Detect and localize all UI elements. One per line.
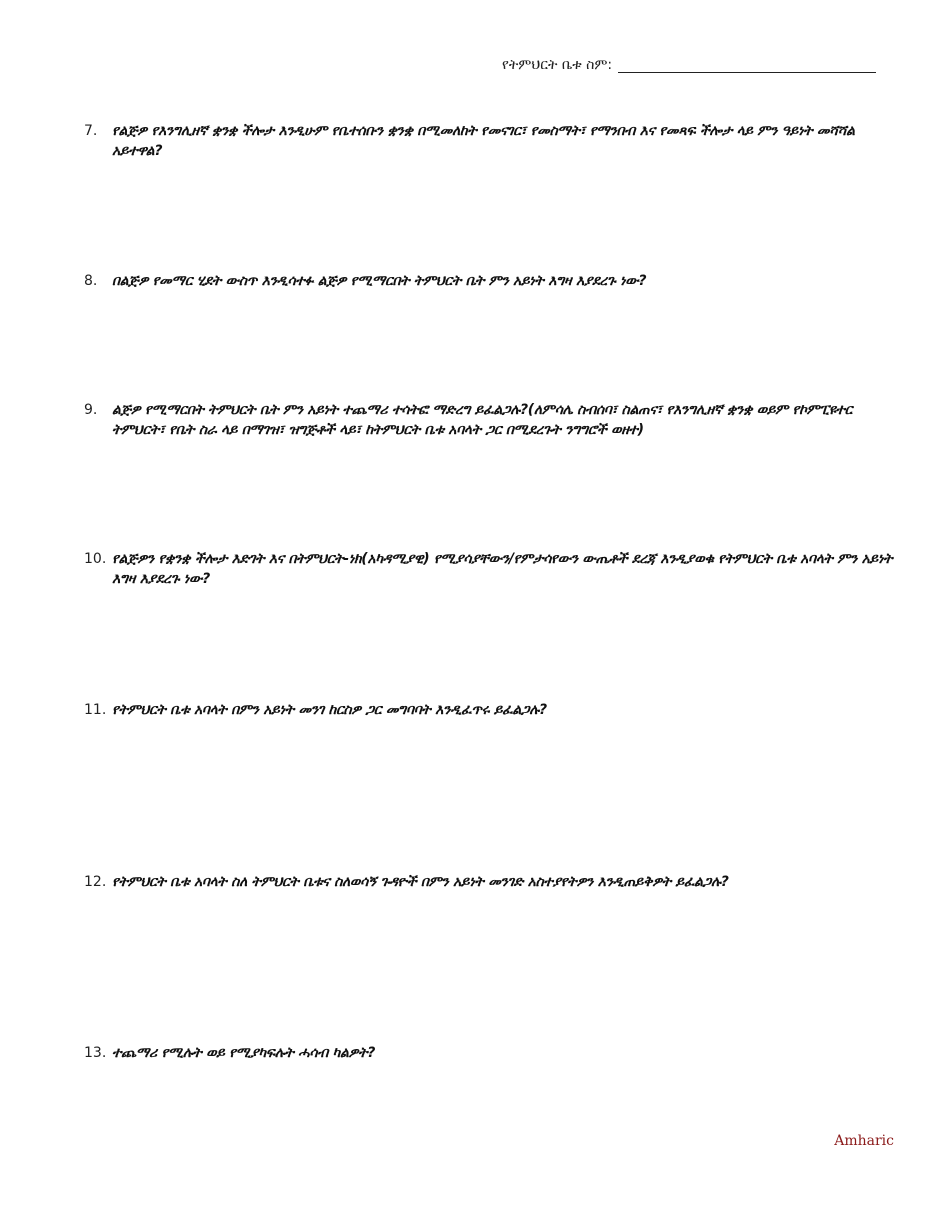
question-11 xyxy=(84,700,894,720)
question-text: በልጅዎ የመማር ሂደት ውስጥ እንዲሳተፉ ልጅዎ የሚማርበት ትምህርት ቤት ምን አይነት እግዛ እያደረጉ ነው? xyxy=(112,273,647,289)
question-text: የትምህርት ቤቱ አባላት ስለ ትምህርት ቤቱና ስለወሳኝ ጉዳዮች በምን አይነት መንገድ አስተያየትዎን እንዲጠይቅዎት ይፈልጋሉ? xyxy=(112,874,729,890)
question-number: 13. xyxy=(84,1045,107,1061)
question-text: የትምህርት ቤቱ አባላት በምን አይነት መንገ ከርስዎ ጋር መግባባት እንዲፈጥሩ ይፈልጋሉ? xyxy=(112,702,547,718)
school-name-label: የትምህርት ቤቱ ስም: xyxy=(502,57,613,73)
school-name-field xyxy=(502,57,876,73)
question-text: የልጅዎ የእንግሊዘኛ ቋንቋ ችሎታ እንዲሁም የቤተሰቡን ቋንቋ በሚመለከት የመናገር፣ የመስማት፣ የማንበብ እና የመጻፍ ችሎታ ላይ ምን ዓይነት መሻሻል አይተዋል? xyxy=(112,123,855,159)
question-text: ልጅዎ የሚማርበት ትምህርት ቤት ምን አይነት ተጨማሪ ተሳትፎ ማድረግ ይፈልጋሉ?(ለምሳሌ ስብሰባ፣ ስልጠና፣ የእንግሊዘኛ ቋንቋ ወይም የኮምፒዩተር ትምህርት፣ የቤት ስራ ላይ በማገዝ፣ ዝግጅቶች ላይ፣ ከትምህርት ቤቱ አባላት ጋር በሚደረጉት ንግግሮች ወዘተ) xyxy=(112,402,853,438)
question-text: የልጅዎን የቋንቋ ችሎታ እድገት እና በትምህርት-ነክ(አካዳሚያዊ) የሚያሳያቸውን/የምታሳየውን ውጤቶች ደረጃ እንዲያወቁ የትምህርት ቤቱ አባላት ምን አይነት እግዛ እያደረጉ ነው? xyxy=(112,551,893,587)
question-8 xyxy=(84,271,894,291)
question-text: ተጨማሪ የሚሉት ወይ የሚያካፍሉት ሓሳብ ካልዎት? xyxy=(112,1045,376,1061)
question-number: 12. xyxy=(84,874,107,890)
question-13 xyxy=(84,1043,894,1063)
question-12 xyxy=(84,872,894,892)
footer-language: Amharic xyxy=(834,1133,894,1149)
question-number: 10. xyxy=(84,551,107,567)
question-number: 7. xyxy=(84,123,98,139)
question-number: 9. xyxy=(84,402,98,418)
school-name-blank[interactable] xyxy=(618,58,876,73)
question-7 xyxy=(84,121,894,161)
question-9 xyxy=(84,400,894,440)
question-number: 8. xyxy=(84,273,98,289)
question-10 xyxy=(84,549,894,589)
question-number: 11. xyxy=(84,702,107,718)
